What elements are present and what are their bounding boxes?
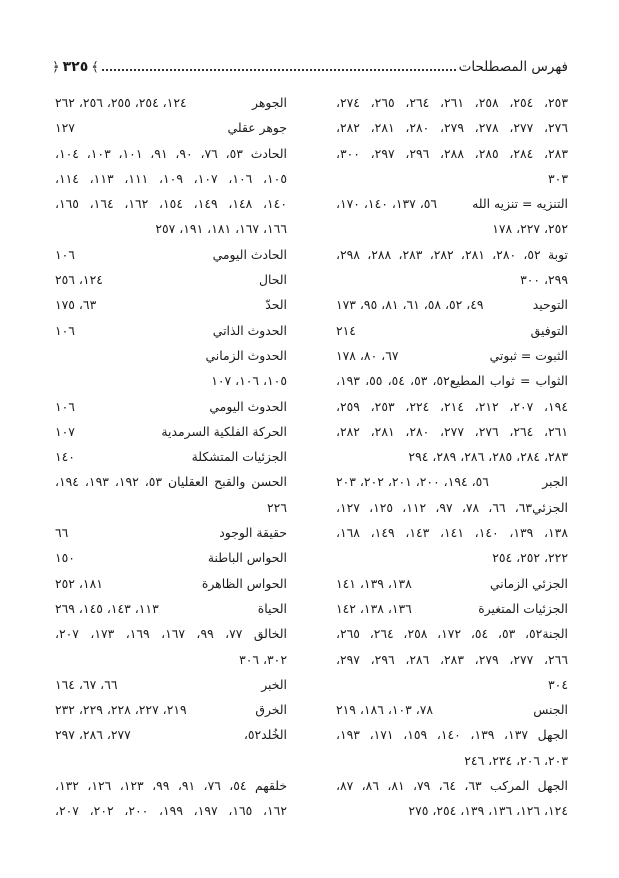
index-pages: ١٠٦ <box>55 398 75 414</box>
index-line: الحسن والقبح العقليان ٥٣، ١٩٢، ١٩٣، ١٩٤، <box>55 474 287 490</box>
index-pages: ٦٦ <box>55 525 69 541</box>
index-term: الحادث اليومي <box>212 246 287 262</box>
index-term: الجزئيات المتغيرة <box>478 600 568 616</box>
page-header <box>52 54 568 80</box>
index-line: ٢٩٩، ٣٠٠ <box>520 272 568 288</box>
index-entry <box>55 545 287 570</box>
index-pages: ١٠٧ <box>55 423 75 439</box>
index-pages: ١٥٠ <box>55 550 75 566</box>
index-line: ١٠٥، ١٠٦، ١٠٧، ١٠٩، ١١١، ١١٣، ١١٤، <box>55 170 287 186</box>
index-line: الحادث ٥٣، ٧٦، ٩٠، ٩١، ١٠١، ١٠٣، ١٠٤، <box>55 145 287 161</box>
ornament-left-icon: ﴿ <box>52 59 60 75</box>
index-entry <box>336 318 568 343</box>
index-entry <box>55 672 287 697</box>
index-entry <box>55 444 287 469</box>
index-term: الحدوث الزماني <box>205 347 287 363</box>
index-pages: ١٠٦ <box>55 322 75 338</box>
index-line: ١٣٨، ١٣٩، ١٤٠، ١٤١، ١٤٣، ١٤٩، ١٦٨، <box>336 525 568 541</box>
page-number <box>52 59 99 75</box>
index-term: الحواس الظاهرة <box>201 575 287 591</box>
index-column-right <box>336 90 568 824</box>
index-pages: ٦٣، ١٧٥ <box>55 297 97 313</box>
index-line: ١٦٦، ١٦٧، ١٨١، ١٩١، ٢٥٧ <box>155 221 287 237</box>
index-pages: ٢١٤ <box>336 322 356 338</box>
index-line: ٢٢٢، ٢٥٢، ٢٥٤ <box>492 550 568 566</box>
index-entry <box>55 520 287 545</box>
index-entry <box>55 343 287 368</box>
index-entry <box>55 267 287 292</box>
index-term: التوفيق <box>530 322 568 338</box>
index-line: ١٦٢، ١٦٥، ١٩٧، ١٩٩، ٢٠٠، ٢٠٢، ٢٠٧، <box>55 803 287 819</box>
index-entry <box>55 90 287 115</box>
index-term: حقيقة الوجود <box>219 525 287 541</box>
index-term: التنزيه = تنزيه الله <box>472 196 568 212</box>
index-pages: ١٢٤، ٢٥٦ <box>55 272 103 288</box>
index-term: الخبر <box>261 676 287 692</box>
index-line: ٢٥٣، ٢٥٤، ٢٥٨، ٢٦١، ٢٦٤، ٢٦٥، ٢٧٤، <box>336 95 568 110</box>
index-entry <box>55 292 287 317</box>
index-pages: ١٠٦ <box>55 246 75 262</box>
index-pages: ٤٩، ٥٢، ٥٨، ٦١، ٨١، ٩٥، ١٧٣ <box>336 297 484 313</box>
index-entry <box>55 394 287 419</box>
index-line: ١٩٤، ٢٠٧، ٢١٢، ٢١٤، ٢٢٤، ٢٥٣، ٢٥٩، <box>336 398 568 414</box>
index-line: الخالق ٧٧، ٩٩، ١٦٧، ١٦٩، ١٧٣، ٢٠٧، <box>55 626 287 642</box>
index-line: ٣٠٢، ٣٠٦ <box>239 651 287 667</box>
index-term: التوحيد <box>532 297 568 313</box>
header-dot-leader <box>102 63 456 71</box>
index-line: ٢٥٢، ٢٢٧، ١٧٨ <box>492 221 568 237</box>
index-term: الثبوت = ثبوتي <box>489 347 568 363</box>
index-term: الجنس <box>533 702 568 718</box>
index-line: الثواب = ثواب المطيع٥٢، ٥٣، ٥٤، ٥٥، ١٩٣، <box>336 373 568 389</box>
index-entry <box>336 596 568 621</box>
index-pages: ٥٦، ١٩٤، ٢٠٠، ٢٠١، ٢٠٢، ٢٠٣ <box>336 474 489 490</box>
header-title: فهرس المصطلحات <box>458 59 568 75</box>
index-entry <box>55 596 287 621</box>
index-line: ٢٨٣، ٢٨٤، ٢٨٥، ٢٨٦، ٢٨٩، ٢٩٤ <box>408 449 568 465</box>
index-term: الحواس الباطنة <box>207 550 287 566</box>
index-term: الخُلد٥٢، <box>243 727 287 743</box>
index-pages: ٢٧٧، ٢٨٦، ٢٩٧ <box>55 727 131 743</box>
page-number-text: ٣٢٥ <box>62 59 89 75</box>
index-pages: ١١٣، ١٤٣، ١٤٥، ٢٦٩ <box>55 600 159 616</box>
index-line: الجهل ١٣٧، ١٣٩، ١٤٠، ١٥٩، ١٧١، ١٩٣، <box>336 727 568 743</box>
index-pages: ٥٦، ١٣٧، ١٤٠، ١٧٠، <box>336 196 438 212</box>
index-entry <box>55 697 287 722</box>
index-line: ٢٨٣، ٢٨٤، ٢٨٥، ٢٨٨، ٢٩٦، ٢٩٧، ٣٠٠، <box>336 145 568 161</box>
index-line: الجنة٥٢، ٥٣، ٥٤، ١٧٢، ٢٥٨، ٢٦٤، ٢٦٥، <box>336 626 568 642</box>
index-pages: ٦٦، ٦٧، ١٦٤ <box>55 676 118 692</box>
index-line: ١٢٤، ١٢٦، ١٣٦، ١٣٩، ٢٥٤، ٢٧٥ <box>408 803 568 819</box>
index-pages: ٢١٩، ٢٢٧، ٢٢٨، ٢٢٩، ٢٣٢ <box>55 702 187 718</box>
index-term: جوهر عقلي <box>227 120 287 136</box>
index-line: ٢٢٦ <box>267 499 287 515</box>
index-entry <box>336 697 568 722</box>
index-term: الحال <box>259 272 287 288</box>
index-entry <box>55 318 287 343</box>
index-pages: ١٨١، ٢٥٢ <box>55 575 103 591</box>
index-term: الحدوث اليومي <box>209 398 287 414</box>
index-line: خلقهم ٥٤، ٧٦، ٩١، ٩٩، ١٢٣، ١٢٦، ١٣٢، <box>55 778 287 794</box>
index-entry <box>336 292 568 317</box>
index-line: ١٤٠، ١٤٨، ١٤٩، ١٥٤، ١٦٢، ١٦٤، ١٦٥، <box>55 196 287 212</box>
index-line: ٢٦١، ٢٦٤، ٢٧٦، ٢٧٧، ٢٨٠، ٢٨١، ٢٨٢، <box>336 423 568 439</box>
index-pages: ١٣٦، ١٣٨، ١٤٢ <box>336 600 412 616</box>
index-line: الجزئي٦٣، ٦٦، ٧٨، ٩٧، ١١٢، ١٢٥، ١٢٧، <box>336 499 568 515</box>
index-line: ٢٦٦، ٢٧٧، ٢٧٩، ٢٨٣، ٢٨٦، ٢٩٦، ٢٩٧، <box>336 651 568 667</box>
index-line: ٢٠٣، ٢٠٦، ٢٣٤، ٢٤٦ <box>464 752 568 768</box>
index-entry <box>336 191 568 216</box>
index-entry <box>55 722 287 747</box>
index-pages: ١٢٤، ٢٥٤، ٢٥٥، ٢٥٦، ٢٦٢ <box>55 95 187 110</box>
index-line: الجهل المركب ٦٣، ٦٤، ٧٩، ٨١، ٨٦، ٨٧، <box>336 778 568 794</box>
index-entry <box>336 469 568 494</box>
index-entry <box>336 343 568 368</box>
index-term: الحركة الفلكية السرمدية <box>161 423 287 439</box>
index-pages: ٧٨، ١٠٣، ١٨٦، ٢١٩ <box>336 702 434 718</box>
index-spacer <box>55 748 287 773</box>
index-term: الحدّ <box>265 297 287 313</box>
index-term: الخرق <box>255 702 287 718</box>
index-pages: ١٤٠ <box>55 449 75 465</box>
index-entry <box>55 242 287 267</box>
index-term: الجوهر <box>252 95 287 110</box>
index-pages: ١٢٧ <box>55 120 75 136</box>
index-term: الحدوث الذاتي <box>212 322 287 338</box>
index-pages: ١٣٨، ١٣٩، ١٤١ <box>336 575 412 591</box>
index-term: الحياة <box>257 600 287 616</box>
index-line: ٣٠٣ <box>548 170 568 186</box>
index-line: ٢٧٦، ٢٧٧، ٢٧٨، ٢٧٩، ٢٨٠، ٢٨١، ٢٨٢، <box>336 120 568 136</box>
index-entry <box>55 571 287 596</box>
index-pages: ٦٧، ٨٠، ١٧٨ <box>336 347 399 363</box>
ornament-right-icon: ﴾ <box>91 59 99 75</box>
index-term: الجزئي الزماني <box>489 575 568 591</box>
index-entry <box>55 419 287 444</box>
index-term: الجبر <box>542 474 568 490</box>
index-line: توبة ٥٢، ٢٨٠، ٢٨١، ٢٨٢، ٢٨٣، ٢٨٨، ٢٩٨، <box>336 246 568 262</box>
index-entry <box>55 115 287 140</box>
index-entry <box>336 571 568 596</box>
index-term: الجزئيات المتشكلة <box>191 449 287 465</box>
index-column-left <box>55 90 287 824</box>
index-line: ٣٠٤ <box>548 676 568 692</box>
index-line: ١٠٥، ١٠٦، ١٠٧ <box>211 373 287 389</box>
